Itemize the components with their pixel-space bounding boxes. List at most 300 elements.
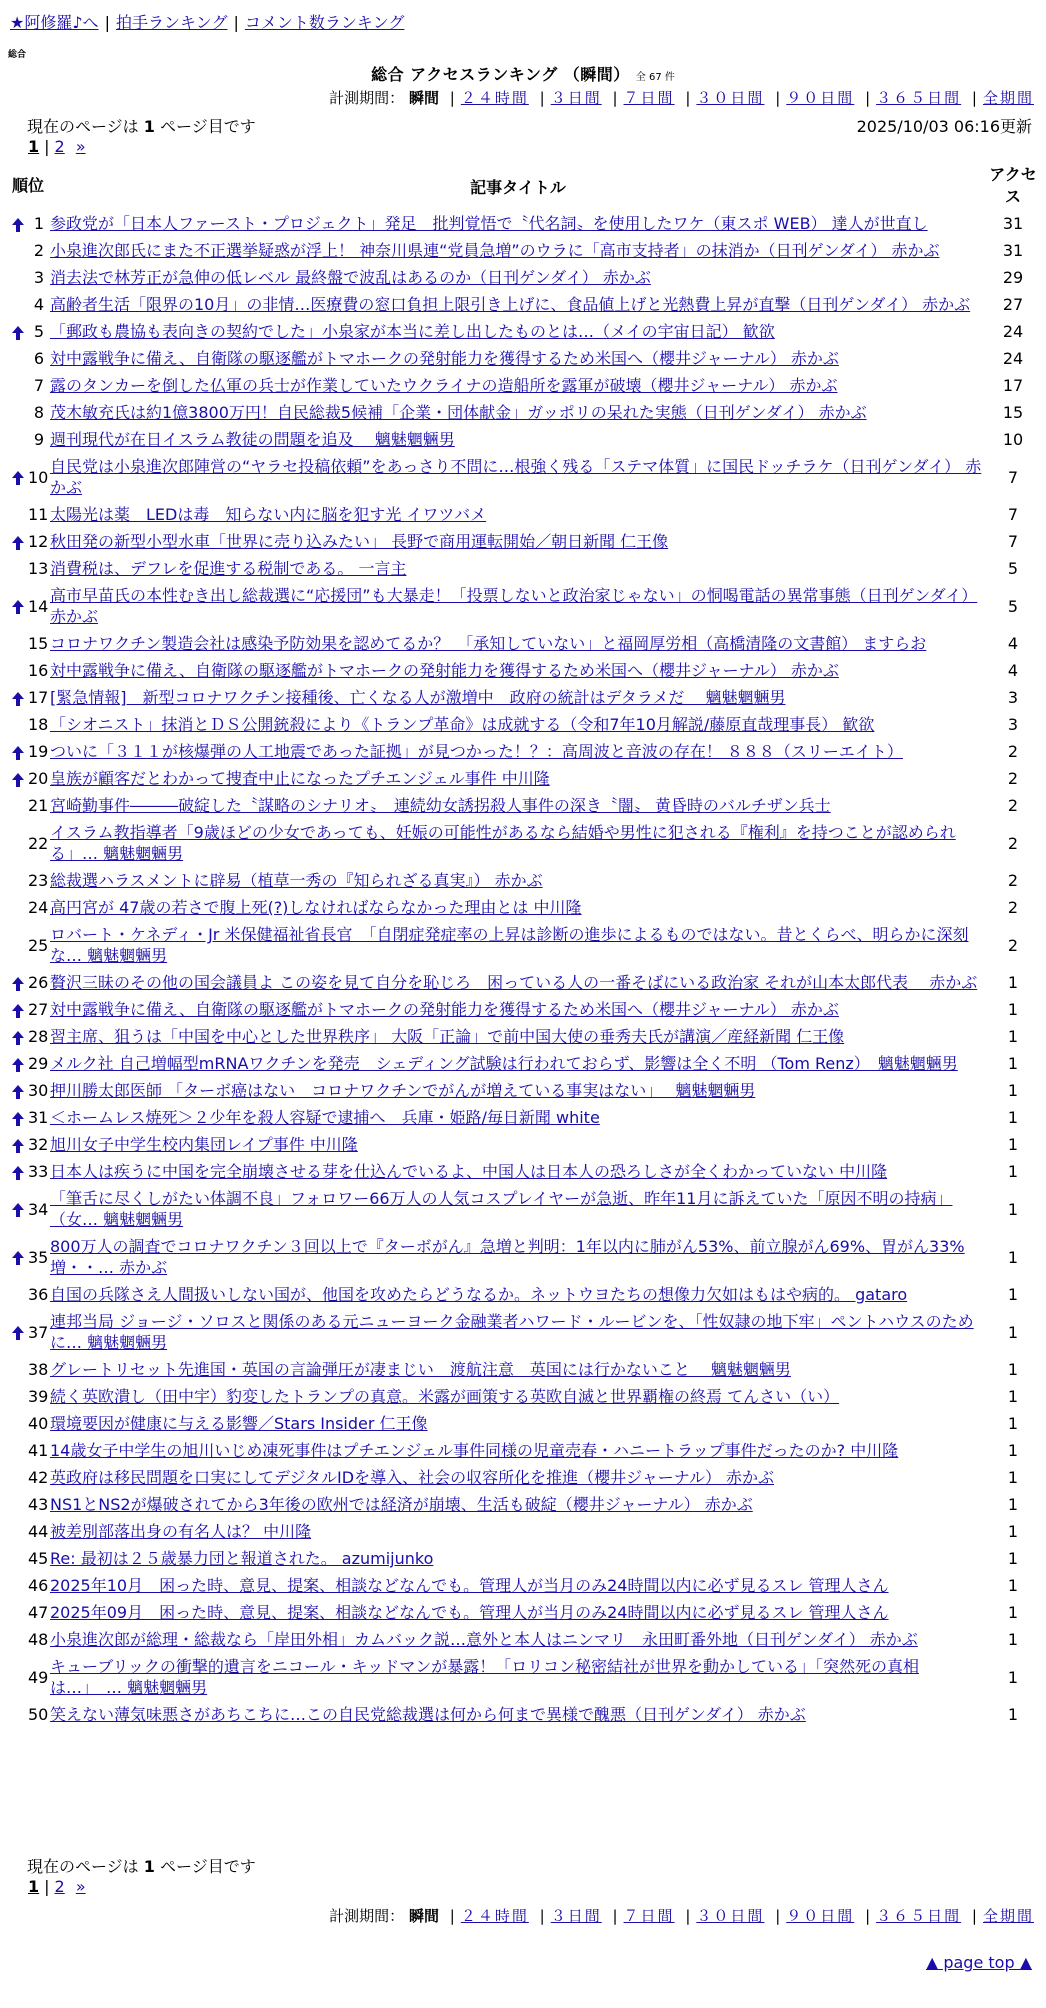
rank-number: 17 [28,688,49,707]
up-arrow-icon [12,218,24,232]
table-row [8,1701,1038,1728]
article-title-link[interactable]: 2025年10月 困った時、意見、提案、相談などなんでも。管理人が当月のみ24時間以内に必ず見るスレ 管理人さん [50,1576,889,1595]
period-separator: | [449,1907,455,1925]
rank-number: 34 [28,1199,49,1219]
rank-change-cell [8,996,28,1023]
access-count: 1 [1007,1522,1019,1541]
rank-change-cell [8,1185,28,1233]
table-row [8,318,1038,345]
up-arrow-icon [12,600,24,614]
rank-change-cell [8,555,28,582]
pager-page-2-link[interactable]: 2 [54,137,65,156]
nav-separator: | [233,13,239,32]
article-title-cell [48,819,988,867]
article-title-link[interactable]: [緊急情報] 新型コロナワクチン接種後、亡くなる人が激増中 政府の統計はデタラメだ 魑魅魍魎男 [50,688,786,707]
header-access: アクセス [989,165,1037,206]
up-arrow-icon [12,1166,24,1180]
article-title-link[interactable]: 露のタンカーを倒した仏軍の兵士が作業していたウクライナの造船所を露軍が破壊（櫻井ジャーナル） 赤かぶ [50,376,838,395]
article-title-link[interactable]: 小泉進次郎が総理・総裁なら「岸田外相」カムバック説…意外と本人はニンマリ 永田町番外地（日刊ゲンダイ） 赤かぶ [50,1630,918,1649]
article-title-cell [48,792,988,819]
period-365d-link[interactable]: ３６５日間 [876,89,962,107]
period-90d-link[interactable]: ９０日間 [786,89,855,107]
table-row [8,1158,1038,1185]
rank-change-cell [8,1599,28,1626]
article-title-link[interactable]: キューブリックの衝撃的遺言をニコール・キッドマンが暴露！「ロリコン秘密結社が世界を動かしている」「突然死の真相は…」 … 魑魅魍魎男 [50,1657,919,1697]
up-arrow-icon [12,1203,24,1217]
period-30d-link[interactable]: ３０日間 [696,1907,765,1925]
access-count: 1 [1007,1285,1019,1304]
table-row [8,453,1038,501]
rank-change-cell [8,264,28,291]
access-count: 24 [1002,349,1024,368]
access-count: 1 [1007,1387,1019,1406]
table-row [8,765,1038,792]
rank-number: 31 [28,1108,49,1127]
article-title-link[interactable]: 皇族が顧客だとわかって捜査中止になったプチエンジェル事件 中川隆 [50,769,550,788]
article-title-cell [48,684,988,711]
rank-number: 37 [28,1322,49,1342]
access-count: 5 [1007,596,1019,616]
access-count: 1 [1007,1630,1019,1649]
article-title-link[interactable]: 押川勝太郎医師 「ターボ癌はない コロナワクチンでがんが増えている事実はない」 魑魅魍魎男 [50,1081,756,1100]
article-title-link[interactable]: 2025年09月 困った時、意見、提案、相談などなんでも。管理人が当月のみ24時間以内に必ず見るスレ 管理人さん [50,1603,889,1622]
article-title-cell [48,1437,988,1464]
article-title-cell [48,1464,988,1491]
rank-number: 21 [28,796,49,815]
article-title-link[interactable]: 高齢者生活「限界の10月」の非情…医療費の窓口負担上限引き上げに、食品値上げと光熱費上昇が直撃（日刊ゲンダイ） 赤かぶ [50,295,971,314]
rank-change-cell [8,528,28,555]
article-title-link[interactable]: 太陽光は薬 LEDは毒 知らない内に脳を犯す光 イワツバメ [50,505,487,524]
table-row [8,921,1038,969]
rank-change-cell [8,1023,28,1050]
article-title-cell [48,345,988,372]
access-count: 10 [1002,430,1024,449]
access-count: 1 [1007,1576,1019,1595]
rank-number: 38 [28,1360,49,1379]
table-row [8,345,1038,372]
access-count: 1 [1007,1360,1019,1379]
period-3d-link[interactable]: ３日間 [550,1907,602,1925]
article-title-link[interactable]: 高円宮が 47歳の若さで腹上死(?)しなければならなかった理由とは 中川隆 [50,898,582,917]
table-row [8,1281,1038,1308]
rank-change-cell [8,1464,28,1491]
access-count: 5 [1007,559,1019,578]
section-label: 総合 [8,50,27,60]
table-header-row [8,162,1038,210]
article-title-cell [48,867,988,894]
article-title-link[interactable]: 笑えない薄気味悪さがあちこちに…この自民党総裁選は何から何まで異様で醜悪（日刊ゲンダイ） 赤かぶ [50,1705,806,1724]
up-arrow-icon [12,326,24,340]
table-row [8,1410,1038,1437]
period-separator: | [612,89,618,107]
table-row [8,630,1038,657]
period-separator: | [865,1907,871,1925]
table-row [8,1233,1038,1281]
rank-number: 16 [28,661,49,680]
article-title-link[interactable]: 続く英欧潰し（田中宇）豹変したトランプの真意。米露が画策する英欧自滅と世界覇権の終焉 てんさい（い） [50,1387,840,1406]
ranking-body [8,210,1038,1728]
table-row [8,1464,1038,1491]
access-count: 1 [1007,1000,1019,1019]
rank-number: 23 [28,871,49,890]
up-arrow-icon [12,1004,24,1018]
rank-number: 35 [28,1247,49,1267]
up-arrow-icon [12,1031,24,1045]
period-separator: | [971,89,977,107]
rank-change-cell [8,318,28,345]
article-title-cell [48,1518,988,1545]
up-arrow-icon [12,1139,24,1153]
access-count: 1 [1007,1247,1019,1267]
rank-change-cell [8,792,28,819]
period-separator: | [775,89,781,107]
ranking-title: 総合 アクセスランキング （瞬間） [371,65,630,84]
rank-number: 30 [28,1081,49,1100]
article-title-cell [48,1599,988,1626]
rank-number: 27 [28,1000,49,1019]
article-title-link[interactable]: 14歳女子中学生の旭川いじめ凍死事件はプチエンジェル事件同様の児童売春・ハニートラップ事件だったのか? 中川隆 [50,1441,899,1460]
header-rank: 順位 [11,176,44,195]
rank-change-cell [8,453,28,501]
period-all-link[interactable]: 全期間 [982,1907,1034,1925]
access-count: 3 [1007,688,1019,707]
article-title-cell [48,453,988,501]
rank-number: 48 [28,1630,49,1649]
period-3d-link[interactable]: ３日間 [550,89,602,107]
up-arrow-icon [12,692,24,706]
table-row [8,1308,1038,1356]
article-title-cell [48,1545,988,1572]
rank-change-cell [8,582,28,630]
rank-number: 41 [28,1441,49,1460]
article-title-cell [48,969,988,996]
article-title-cell [48,264,988,291]
article-title-link[interactable]: 旭川女子中学生校内集団レイプ事件 中川隆 [50,1135,358,1154]
rank-number: 11 [28,505,49,524]
article-title-cell [48,1050,988,1077]
article-title-link[interactable]: イスラム教指導者「9歳ほどの少女であっても、妊娠の可能性があるなら結婚や男性に犯される『権利』を持つことが認められる」… 魑魅魍魎男 [50,823,956,863]
access-count: 1 [1007,1705,1019,1724]
article-title-link[interactable]: NS1とNS2が爆破されてから3年後の欧州では経済が崩壊、生活も破綻（櫻井ジャーナル） 赤かぶ [50,1495,753,1514]
access-count: 1 [1007,1414,1019,1433]
period-separator: | [449,89,455,107]
page-info-prefix: 現在のページは [27,1857,139,1876]
rank-number: 44 [28,1522,49,1541]
rank-number: 36 [28,1285,49,1304]
up-arrow-icon [12,536,24,550]
rank-change-cell [8,1131,28,1158]
article-title-link[interactable]: 消去法で林芳正が急伸の低レベル 最終盤で波乱はあるのか（日刊ゲンダイ） 赤かぶ [50,268,651,287]
rank-change-cell [8,1653,28,1701]
article-title-cell [48,1383,988,1410]
rank-number: 19 [28,742,49,761]
rank-change-cell [8,921,28,969]
table-row [8,1491,1038,1518]
pager-page-2-link[interactable]: 2 [54,1877,65,1896]
article-title-link[interactable]: ロバート・ケネディ・Jr 米保健福祉省長官 「自閉症発症率の上昇は診断の進歩によるものではない。昔とくらべ、明らかに深刻な… 魑魅魍魎男 [50,925,969,965]
rank-change-cell [8,1437,28,1464]
article-title-link[interactable]: 小泉進次郎氏にまた不正選挙疑惑が浮上！ 神奈川県連“党員急増”のウラに「高市支持者」の抹消か（日刊ゲンダイ） 赤かぶ [50,241,940,260]
access-count: 1 [1007,973,1019,992]
rank-number: 2 [33,241,44,260]
article-title-link[interactable]: 宮崎勤事件―――破綻した〝謀略のシナリオ〟 連続幼女誘拐殺人事件の深き〝闇〟 黄昏時のバルチザン兵士 [50,796,831,815]
article-title-cell [48,1131,988,1158]
ranking-table [8,162,1038,1728]
article-title-link[interactable]: 習主席、狙うは「中国を中心とした世界秩序」 大阪「正論」で前中国大使の垂秀夫氏が講演／産経新聞 仁王像 [50,1027,845,1046]
comment-ranking-link[interactable]: コメント数ランキング [244,13,405,32]
article-title-link[interactable]: 自国の兵隊さえ人間扱いしない国が、他国を攻めたらどうなるか。ネットウヨたちの想像力欠如はもはや病的。 gataro [50,1285,908,1304]
article-title-cell [48,1701,988,1728]
article-title-cell [48,1104,988,1131]
period-30d-link[interactable]: ３０日間 [696,89,765,107]
access-count: 2 [1007,898,1019,917]
rank-change-cell [8,1626,28,1653]
rank-change-cell [8,1356,28,1383]
access-count: 3 [1007,715,1019,734]
access-count: 1 [1007,1162,1019,1181]
table-row [8,372,1038,399]
access-count: 2 [1007,833,1019,853]
rank-number: 42 [28,1468,49,1487]
pager-current: 1 [28,1877,40,1896]
table-row [8,792,1038,819]
article-title-cell [48,1626,988,1653]
article-title-link[interactable]: 日本人は疾うに中国を完全崩壊させる芽を仕込んでいるよ、中国人は日本人の恐ろしさが全くわかっていない 中川隆 [50,1162,888,1181]
hakushu-ranking-link[interactable]: 拍手ランキング [115,13,228,32]
rank-change-cell [8,210,28,237]
article-title-cell [48,1233,988,1281]
table-row [8,1572,1038,1599]
access-count: 1 [1007,1108,1019,1127]
period-7d-link[interactable]: ７日間 [623,1907,675,1925]
access-count: 1 [1007,1054,1019,1073]
article-title-cell [48,738,988,765]
article-title-link[interactable]: 参政党が「日本人ファースト・プロジェクト」発足 批判覚悟で〝代名詞〟を使用したワケ（東スポ WEB） 達人が世直し [50,214,928,233]
table-row [8,291,1038,318]
up-arrow-icon [12,1112,24,1126]
article-title-link[interactable]: 茂木敏充氏は約1億3800万円！自民総裁5候補「企業・団体献金」ガッポリの呆れた実態（日刊ゲンダイ） 赤かぶ [50,403,867,422]
article-title-cell [48,1572,988,1599]
rank-number: 13 [28,559,49,578]
table-row [8,555,1038,582]
rank-change-cell [8,1077,28,1104]
table-row [8,1077,1038,1104]
rank-change-cell [8,1572,28,1599]
article-title-link[interactable]: 高市早苗氏の本性むき出し総裁選に“応援団”も大暴走！「投票しないと政治家じゃない」の恫喝電話の異常事態（日刊ゲンダイ） 赤かぶ [50,586,978,626]
article-title-link[interactable]: 「シオニスト」抹消とＤＳ公開銃殺により《トランプ革命》は成就する（令和7年10月解説/藤原直哉理事長） 歓欲 [50,715,875,734]
period-24h-link[interactable]: ２４時間 [460,1907,529,1925]
up-arrow-icon [12,1085,24,1099]
article-title-link[interactable]: 被差別部落出身の有名人は？ 中川隆 [50,1522,312,1541]
period-90d-link[interactable]: ９０日間 [786,1907,855,1925]
access-count: 4 [1007,661,1019,680]
period-selector-bottom [329,1905,1034,1926]
access-count: 7 [1007,532,1019,551]
article-title-link[interactable]: 連邦当局 ジョージ・ソロスと関係のある元ニューヨーク金融業者ハワード・ルービンを、「性奴隷の地下牢」ペントハウスのために… 魑魅魍魎男 [50,1312,974,1352]
table-row [8,582,1038,630]
access-count: 2 [1007,742,1019,761]
page-top-link[interactable]: ▲ page top ▲ [925,1953,1032,1972]
rank-number: 4 [33,295,44,314]
article-title-link[interactable]: コロナワクチン製造会社は感染予防効果を認めてるか？ 「承知していない」と福岡厚労相（高橋清隆の文書館） ますらお [50,634,927,653]
table-row [8,1356,1038,1383]
period-separator: | [612,1907,618,1925]
rank-change-cell [8,1158,28,1185]
table-row [8,996,1038,1023]
pager-next-link[interactable]: » [75,1877,86,1896]
article-title-cell [48,1491,988,1518]
article-title-link[interactable]: 贅沢三昧のその他の国会議員よ この姿を見て自分を恥じろ 困っている人の一番そばにいる政治家 それが山本太郎代表 赤かぶ [50,973,978,992]
table-row [8,528,1038,555]
rank-number: 50 [28,1705,49,1724]
period-selector [329,87,1034,108]
rank-change-cell [8,1233,28,1281]
access-count: 1 [1007,1081,1019,1100]
pager-current: 1 [28,137,40,156]
pager-bottom [28,1877,86,1896]
period-7d-link[interactable]: ７日間 [623,89,675,107]
article-title-cell [48,318,988,345]
rank-number: 5 [33,322,44,341]
article-title-cell [48,372,988,399]
access-count: 17 [1002,376,1024,395]
rank-number: 6 [33,349,44,368]
article-title-link[interactable]: ついに「３１１が核爆弾の人工地震であった証拠」が見つかった！？：高周波と音波の存在！ ８８８（スリーエイト） [50,742,903,761]
up-arrow-icon [12,1058,24,1072]
up-arrow-icon [12,746,24,760]
period-365d-link[interactable]: ３６５日間 [876,1907,962,1925]
access-count: 1 [1007,1603,1019,1622]
table-row [8,1545,1038,1572]
article-title-link[interactable]: 秋田発の新型小型水車「世界に売り込みたい」 長野で商用運転開始／朝日新聞 仁王像 [50,532,669,551]
page-title [0,62,1046,85]
period-separator: | [539,89,545,107]
article-title-link[interactable]: 「筆舌に尽くしがたい体調不良」フォロワー66万人の人気コスプレイヤーが急逝、昨年11月に訴えていた「原因不明の持病」（女… 魑魅魍魎男 [50,1189,953,1229]
access-count: 31 [1002,214,1024,233]
article-title-link[interactable]: 自民党は小泉進次郎陣営の“ヤラセ投稿依頼”をあっさり不問に…根強く残る「ステマ体質」に国民ドッチラケ（日刊ゲンダイ） 赤かぶ [50,457,982,497]
home-link[interactable]: ★阿修羅♪へ [10,13,99,32]
rank-number: 18 [28,715,49,734]
table-row [8,1599,1038,1626]
article-title-link[interactable]: 800万人の調査でコロナワクチン３回以上で『ターボがん』急増と判明：1年以内に肺がん53%、前立腺がん69%、胃がん33%増・・… 赤かぶ [50,1237,965,1277]
period-separator: | [775,1907,781,1925]
table-row [8,237,1038,264]
table-row [8,1626,1038,1653]
period-separator: | [685,1907,691,1925]
article-title-link[interactable]: グレートリセット先進国・英国の言論弾圧が凄まじい 渡航注意 英国には行かないこと 魑魅魍魎男 [50,1360,791,1379]
rank-change-cell [8,684,28,711]
access-count: 7 [1007,467,1019,487]
pager-next-link[interactable]: » [75,137,86,156]
table-row [8,738,1038,765]
rank-number: 8 [33,403,44,422]
access-count: 1 [1007,1441,1019,1460]
rank-number: 28 [28,1027,49,1046]
up-arrow-icon [12,977,24,991]
table-row [8,1437,1038,1464]
article-title-cell [48,291,988,318]
article-title-cell [48,1356,988,1383]
article-title-link[interactable]: 総裁選ハラスメントに辟易（植草一秀の『知られざる真実』） 赤かぶ [50,871,543,890]
rank-number: 10 [28,467,49,487]
updated-timestamp: 2025/10/03 06:16更新 [856,117,1032,136]
rank-number: 43 [28,1495,49,1514]
access-count: 2 [1007,935,1019,955]
table-row [8,1104,1038,1131]
rank-change-cell [8,1518,28,1545]
article-title-link[interactable]: メルク社 自己増幅型mRNAワクチンを発売 シェディング試験は行われておらず、影響は全く不明 （Tom Renz） 魑魅魍魎男 [50,1054,958,1073]
rank-change-cell [8,501,28,528]
period-label: 計測期間： [329,89,405,107]
period-separator: | [865,89,871,107]
rank-change-cell [8,1281,28,1308]
table-row [8,210,1038,237]
rank-change-cell [8,399,28,426]
article-title-cell [48,210,988,237]
rank-number: 20 [28,769,49,788]
access-count: 2 [1007,769,1019,788]
rank-change-cell [8,1308,28,1356]
article-title-cell [48,657,988,684]
article-title-link[interactable]: Re: 最初は２５歳暴力団と報道された。 azumijunko [50,1549,434,1568]
period-label: 計測期間： [329,1907,405,1925]
article-title-link[interactable]: 週刊現代が在日イスラム教徒の問題を追及 魑魅魍魎男 [50,430,455,449]
access-count: 29 [1002,268,1024,287]
access-count: 1 [1007,1495,1019,1514]
period-24h-link[interactable]: ２４時間 [460,89,529,107]
article-title-cell [48,399,988,426]
table-row [8,399,1038,426]
article-title-link[interactable]: ＜ホームレス焼死＞２少年を殺人容疑で逮捕へ 兵庫・姫路/毎日新聞 white [50,1108,600,1127]
page-info-suffix: ページ目です [160,117,256,136]
period-separator: | [685,89,691,107]
table-row [8,894,1038,921]
rank-number: 46 [28,1576,49,1595]
rank-number: 3 [33,268,44,287]
article-title-cell [48,711,988,738]
page-info [27,114,256,137]
access-count: 27 [1002,295,1024,314]
rank-number: 15 [28,634,49,653]
period-all-link[interactable]: 全期間 [982,89,1034,107]
article-title-link[interactable]: 英政府は移民問題を口実にしてデジタルIDを導入、社会の収容所化を推進（櫻井ジャーナル） 赤かぶ [50,1468,775,1487]
rank-number: 24 [28,898,49,917]
article-title-link[interactable]: 環境要因が健康に与える影響／Stars Insider 仁王像 [50,1414,428,1433]
article-title-cell [48,582,988,630]
access-count: 1 [1007,1135,1019,1154]
article-title-link[interactable]: 対中露戦争に備え、自衛隊の駆逐艦がトマホークの発射能力を獲得するため米国へ（櫻井ジャーナル） 赤かぶ [50,349,839,368]
nav-separator: | [104,13,110,32]
up-arrow-icon [12,471,24,485]
rank-change-cell [8,894,28,921]
total-count: 全 67 件 [635,72,675,83]
article-title-link[interactable]: 「郵政も農協も表向きの契約でした」小泉家が本当に差し出したものとは…（メイの宇宙日記） 歓欲 [50,322,775,341]
table-row [8,1383,1038,1410]
rank-change-cell [8,1545,28,1572]
rank-number: 39 [28,1387,49,1406]
rank-number: 40 [28,1414,49,1433]
article-title-link[interactable]: 消費税は、デフレを促進する税制である。 一言主 [50,559,407,578]
access-count: 1 [1007,1322,1019,1342]
rank-change-cell [8,738,28,765]
article-title-link[interactable]: 対中露戦争に備え、自衛隊の駆逐艦がトマホークの発射能力を獲得するため米国へ（櫻井ジャーナル） 赤かぶ [50,661,839,680]
article-title-cell [48,426,988,453]
article-title-cell [48,555,988,582]
article-title-link[interactable]: 対中露戦争に備え、自衛隊の駆逐艦がトマホークの発射能力を獲得するため米国へ（櫻井ジャーナル） 赤かぶ [50,1000,839,1019]
page-info-number: 1 [143,1857,155,1876]
page-info-number: 1 [143,117,155,136]
header-title: 記事タイトル [470,177,566,197]
